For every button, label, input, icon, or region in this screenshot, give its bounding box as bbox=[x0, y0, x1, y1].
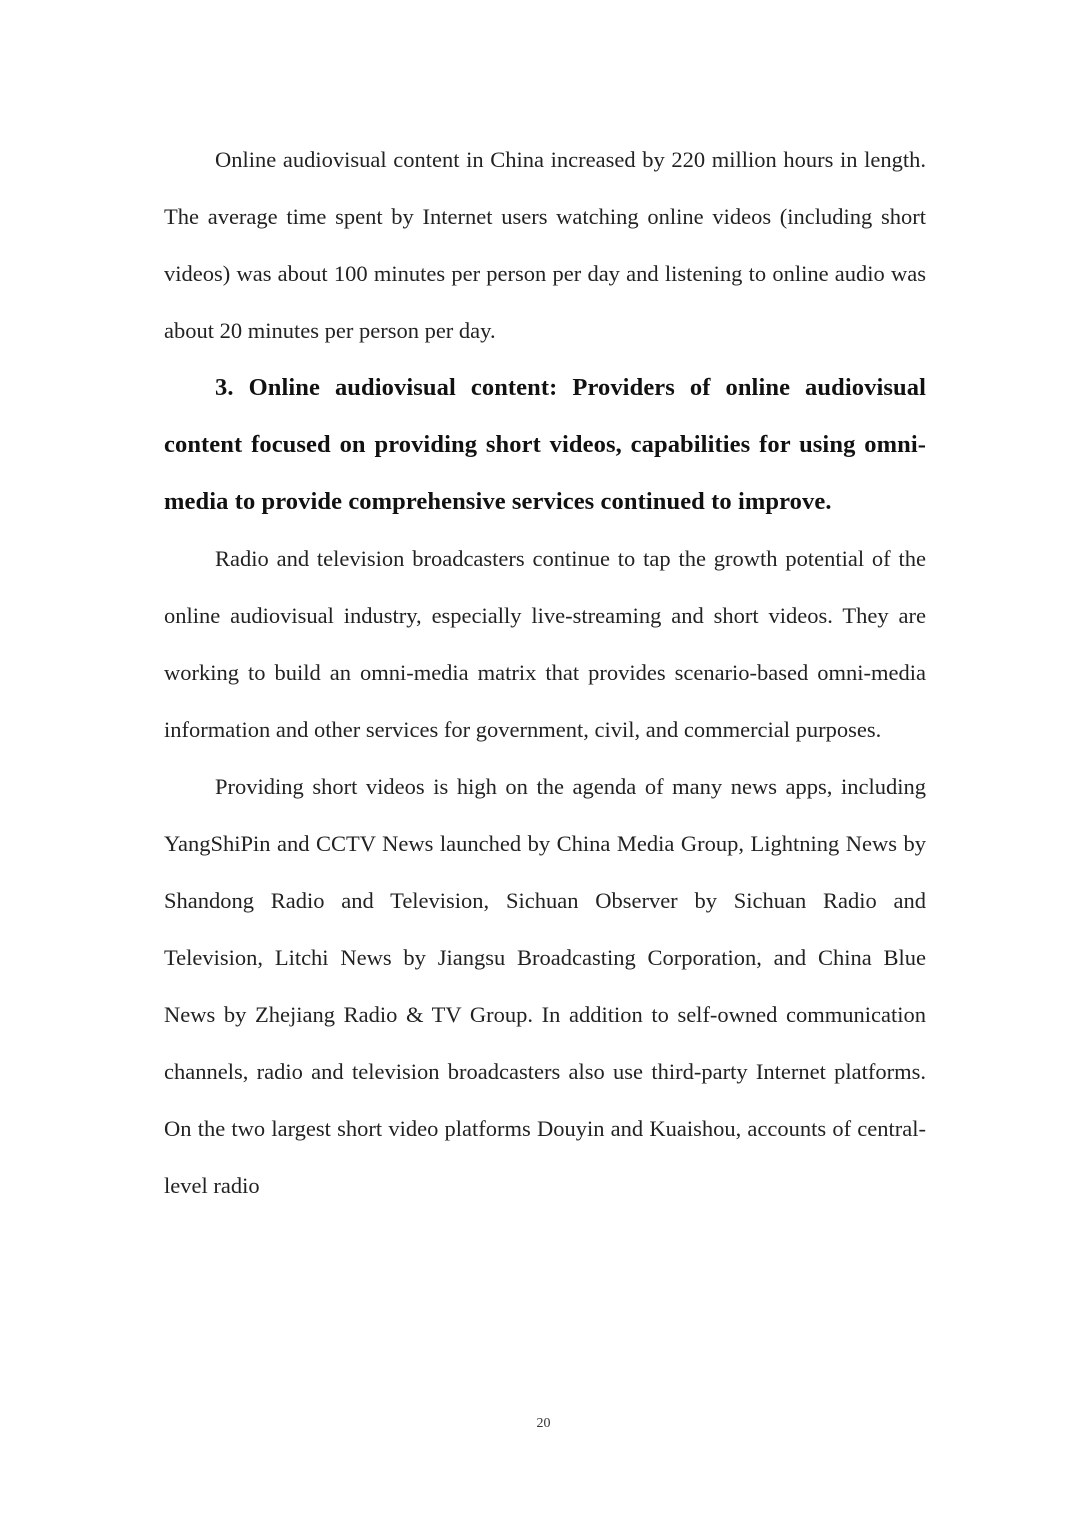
page-number: 20 bbox=[536, 1416, 551, 1431]
paragraph-short-videos-news-apps: Providing short videos is high on the agenda of many news apps, including YangShiPin and CCTV News launched by China Media Group, Lightning News by Shandong Radio and Television, Sichuan Observer by Sichuan Radio and Television, Litchi News by Jiangsu Broadcasting Corporation, and China Blue News by Zhejiang Radio & TV Group. In addition to self-owned communication channels, radio and television broadcasters also use third-party Internet platforms. On the two largest short video platforms Douyin and Kuaishou, accounts of central-level radio bbox=[164, 774, 926, 1198]
page-body bbox=[164, 131, 926, 1214]
paragraph-radio-tv-broadcasters: Radio and television broadcasters continue to tap the growth potential of the online audiovisual industry, especially live-streaming and short videos. They are working to build an omni-media matrix that provides scenario-based omni-media information and other services for government, civil, and commercial purposes. bbox=[164, 546, 926, 742]
paragraph-online-content-length: Online audiovisual content in China increased by 220 million hours in length. The average time spent by Internet users watching online videos (including short videos) was about 100 minutes per person per day and listening to online audio was about 20 minutes per person per day. bbox=[164, 147, 926, 343]
section-heading-online-audiovisual-content: 3. Online audiovisual content: Providers of online audiovisual content focused on providing short videos, capabilities for using omni-media to provide comprehensive services continued to improve. bbox=[164, 374, 926, 515]
